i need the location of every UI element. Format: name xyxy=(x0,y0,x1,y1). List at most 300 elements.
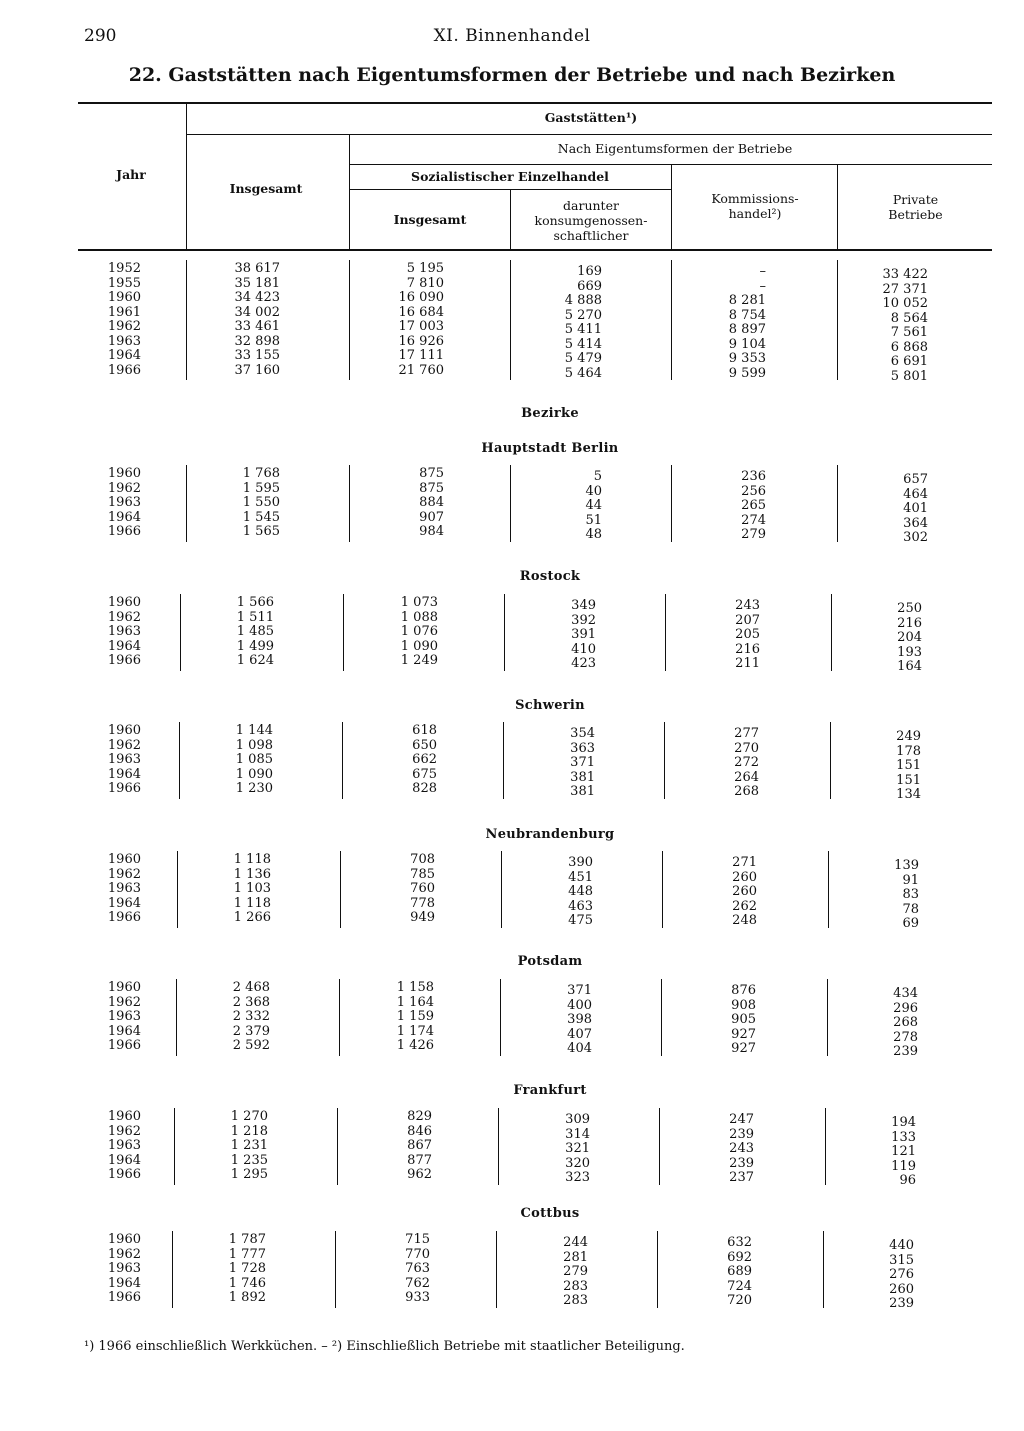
cell-insgesamt: 34 002 xyxy=(234,304,280,320)
cell-insgesamt: 35 181 xyxy=(234,275,280,291)
cell-jahr: 1960 xyxy=(107,466,141,481)
header-vrule-4 xyxy=(671,164,672,249)
column-rule xyxy=(830,722,831,799)
cell-konsum: 400 xyxy=(567,997,592,1013)
cell-private: 27 371 xyxy=(882,281,928,297)
cell-insgesamt: 1 118 xyxy=(233,895,271,911)
cell-private: 151 xyxy=(896,772,921,788)
cell-soz-insgesamt: 1 076 xyxy=(400,624,438,639)
cell-jahr: 1963 xyxy=(107,624,141,639)
section-heading: Frankfurt xyxy=(513,1083,587,1098)
cell-jahr: 1966 xyxy=(107,524,141,539)
column-rule xyxy=(825,1108,826,1185)
cell-soz-insgesamt: 21 760 xyxy=(398,362,444,378)
cell-private: 239 xyxy=(889,1296,914,1311)
cell-soz-insgesamt: 877 xyxy=(407,1152,432,1168)
cell-insgesamt: 1 728 xyxy=(228,1261,266,1276)
cell-insgesamt: 1 768 xyxy=(242,466,280,481)
cell-konsum: 323 xyxy=(565,1170,590,1185)
section-heading: Neubrandenburg xyxy=(485,827,615,842)
running-head: XI. Binnenhandel xyxy=(433,26,591,46)
section-heading: Rostock xyxy=(519,569,581,584)
cell-konsum: 354 xyxy=(570,726,595,741)
header-private-line-2: Betriebe xyxy=(888,207,943,222)
cell-soz-insgesamt: 618 xyxy=(412,723,437,738)
cell-private: 193 xyxy=(897,644,922,660)
cell-private: 268 xyxy=(893,1015,918,1030)
cell-jahr: 1966 xyxy=(107,653,141,668)
cell-jahr: 1966 xyxy=(107,1167,141,1182)
column-rule xyxy=(510,260,511,380)
cell-soz-insgesamt: 16 684 xyxy=(398,304,444,320)
cell-kommission: 260 xyxy=(732,884,757,899)
cell-insgesamt: 1 230 xyxy=(235,781,273,796)
cell-insgesamt: 34 423 xyxy=(234,290,280,305)
cell-kommission: 689 xyxy=(727,1264,752,1279)
cell-kommission: 239 xyxy=(729,1126,754,1142)
cell-private: 134 xyxy=(896,787,921,802)
column-rule xyxy=(837,465,838,542)
cell-konsum: 44 xyxy=(585,498,602,513)
header-private-line-1: Private xyxy=(892,192,939,207)
cell-jahr: 1966 xyxy=(107,1290,141,1305)
cell-private: 657 xyxy=(903,472,928,487)
header-vrule-3 xyxy=(510,189,511,249)
cell-soz-insgesamt: 778 xyxy=(410,895,435,911)
cell-soz-insgesamt: 763 xyxy=(405,1261,430,1276)
cell-konsum: 48 xyxy=(585,527,602,542)
cell-insgesamt: 2 368 xyxy=(232,994,270,1010)
cell-konsum: 423 xyxy=(571,656,596,671)
cell-private: 6 868 xyxy=(890,339,928,355)
cell-konsum: 309 xyxy=(565,1112,590,1127)
cell-kommission: 927 xyxy=(731,1041,756,1056)
cell-kommission: 260 xyxy=(732,869,757,885)
cell-jahr: 1963 xyxy=(107,495,141,510)
cell-soz-insgesamt: 1 159 xyxy=(396,1009,434,1024)
cell-soz-insgesamt: 1 249 xyxy=(400,653,438,668)
cell-insgesamt: 1 090 xyxy=(235,766,273,782)
section-heading: Hauptstadt Berlin xyxy=(481,441,619,456)
cell-insgesamt: 33 461 xyxy=(234,319,280,334)
header-bottom-rule xyxy=(78,249,992,251)
cell-insgesamt: 1 270 xyxy=(230,1109,268,1124)
cell-konsum: 392 xyxy=(571,612,596,628)
cell-kommission: 256 xyxy=(741,483,766,499)
cell-private: 194 xyxy=(891,1115,916,1130)
column-rule xyxy=(339,979,340,1056)
cell-private: 440 xyxy=(889,1238,914,1253)
header-jahr: Jahr xyxy=(116,167,146,182)
cell-private: 178 xyxy=(896,743,921,759)
cell-kommission: 239 xyxy=(729,1155,754,1171)
cell-private: 151 xyxy=(896,758,921,773)
header-darunter-line-1: darunter xyxy=(563,198,619,213)
header-darunter-line-2: konsumgenossen- xyxy=(534,213,648,228)
cell-soz-insgesamt: 16 090 xyxy=(398,290,444,305)
cell-konsum: 371 xyxy=(570,755,595,770)
cell-insgesamt: 2 332 xyxy=(232,1009,270,1024)
header-rule-1 xyxy=(186,134,992,135)
cell-jahr: 1963 xyxy=(107,1009,141,1024)
cell-konsum: 381 xyxy=(570,784,595,799)
cell-jahr: 1964 xyxy=(107,895,141,911)
cell-jahr: 1952 xyxy=(107,261,141,276)
cell-soz-insgesamt: 650 xyxy=(412,737,437,753)
cell-jahr: 1964 xyxy=(107,509,141,525)
cell-insgesamt: 1 295 xyxy=(230,1167,268,1182)
column-rule xyxy=(500,979,501,1056)
cell-konsum: 51 xyxy=(585,512,602,528)
cell-jahr: 1960 xyxy=(107,980,141,995)
cell-konsum: 451 xyxy=(568,869,593,885)
cell-jahr: 1955 xyxy=(107,275,141,291)
cell-insgesamt: 1 136 xyxy=(233,866,271,882)
cell-private: 276 xyxy=(889,1267,914,1282)
cell-private: 33 422 xyxy=(882,267,928,282)
cell-private: 204 xyxy=(897,630,922,645)
cell-jahr: 1962 xyxy=(107,1123,141,1139)
bezirke-heading: Bezirke xyxy=(521,406,579,421)
cell-konsum: 283 xyxy=(563,1278,588,1294)
page-number: 290 xyxy=(84,26,117,46)
cell-jahr: 1960 xyxy=(107,1232,141,1247)
cell-insgesamt: 1 103 xyxy=(233,881,271,896)
header-darunter xyxy=(512,198,670,243)
cell-private: 69 xyxy=(902,916,919,931)
header-vrule-5 xyxy=(837,164,838,249)
cell-konsum: 320 xyxy=(565,1155,590,1171)
cell-konsum: 5 270 xyxy=(564,307,602,323)
cell-jahr: 1964 xyxy=(107,348,141,363)
cell-soz-insgesamt: 1 426 xyxy=(396,1038,434,1053)
column-rule xyxy=(671,465,672,542)
cell-private: 133 xyxy=(891,1129,916,1145)
cell-private: 10 052 xyxy=(882,296,928,311)
cell-insgesamt: 1 787 xyxy=(228,1232,266,1247)
header-nach-eigentumsformen: Nach Eigentumsformen der Betriebe xyxy=(557,141,793,156)
cell-kommission: 207 xyxy=(735,612,760,628)
cell-jahr: 1963 xyxy=(107,1138,141,1153)
cell-private: 83 xyxy=(902,887,919,902)
cell-soz-insgesamt: 715 xyxy=(405,1232,430,1247)
column-rule xyxy=(177,851,178,928)
cell-private: 464 xyxy=(903,486,928,502)
header-sozialistischer-einzelhandel: Sozialistischer Einzelhandel xyxy=(411,169,609,184)
cell-soz-insgesamt: 829 xyxy=(407,1109,432,1124)
cell-kommission: 8 897 xyxy=(728,322,766,337)
cell-soz-insgesamt: 762 xyxy=(405,1275,430,1291)
cell-konsum: 5 479 xyxy=(564,351,602,366)
cell-private: 8 564 xyxy=(890,310,928,326)
cell-private: 216 xyxy=(897,615,922,631)
cell-insgesamt: 37 160 xyxy=(234,362,280,378)
cell-kommission: 905 xyxy=(731,1012,756,1027)
cell-konsum: 321 xyxy=(565,1141,590,1156)
column-rule xyxy=(349,465,350,542)
column-rule xyxy=(661,979,662,1056)
cell-konsum: 410 xyxy=(571,641,596,657)
header-kommissionshandel-line-1: Kommissions- xyxy=(711,191,799,206)
cell-kommission: 265 xyxy=(741,498,766,513)
cell-jahr: 1966 xyxy=(107,362,141,378)
cell-soz-insgesamt: 875 xyxy=(419,480,444,496)
section-heading: Cottbus xyxy=(520,1206,580,1221)
cell-konsum: 4 888 xyxy=(564,293,602,308)
cell-private: 296 xyxy=(893,1000,918,1016)
cell-konsum: 463 xyxy=(568,898,593,914)
cell-soz-insgesamt: 7 810 xyxy=(406,275,444,291)
column-rule xyxy=(180,594,181,671)
cell-jahr: 1963 xyxy=(107,1261,141,1276)
cell-jahr: 1966 xyxy=(107,781,141,796)
cell-insgesamt: 1 624 xyxy=(236,653,274,668)
cell-kommission: 270 xyxy=(734,740,759,756)
cell-soz-insgesamt: 760 xyxy=(410,881,435,896)
cell-insgesamt: 32 898 xyxy=(234,333,280,349)
section-heading: Potsdam xyxy=(517,954,583,969)
cell-soz-insgesamt: 949 xyxy=(410,910,435,925)
column-rule xyxy=(671,260,672,380)
cell-kommission: 632 xyxy=(727,1235,752,1250)
cell-jahr: 1966 xyxy=(107,1038,141,1053)
cell-insgesamt: 1 098 xyxy=(235,737,273,753)
cell-jahr: 1960 xyxy=(107,290,141,305)
cell-insgesamt: 1 746 xyxy=(228,1275,266,1291)
cell-soz-insgesamt: 1 164 xyxy=(396,994,434,1010)
cell-soz-insgesamt: 846 xyxy=(407,1123,432,1139)
cell-private: 164 xyxy=(897,659,922,674)
cell-insgesamt: 1 511 xyxy=(236,609,274,625)
column-rule xyxy=(503,722,504,799)
cell-kommission: 272 xyxy=(734,755,759,770)
cell-insgesamt: 2 468 xyxy=(232,980,270,995)
cell-kommission: 268 xyxy=(734,784,759,799)
column-rule xyxy=(837,260,838,380)
column-rule xyxy=(342,722,343,799)
cell-jahr: 1964 xyxy=(107,1023,141,1039)
column-rule xyxy=(496,1231,497,1308)
cell-konsum: 40 xyxy=(585,483,602,499)
cell-jahr: 1964 xyxy=(107,1152,141,1168)
cell-private: 91 xyxy=(902,872,919,888)
cell-jahr: 1962 xyxy=(107,480,141,496)
column-rule xyxy=(340,851,341,928)
cell-jahr: 1962 xyxy=(107,994,141,1010)
cell-private: 5 801 xyxy=(890,368,928,384)
cell-kommission: 277 xyxy=(734,726,759,741)
cell-konsum: 363 xyxy=(570,740,595,756)
header-kommissionshandel xyxy=(673,191,837,221)
table-title: 22. Gaststätten nach Eigentumsformen der Betriebe und nach Bezirken xyxy=(128,64,896,86)
cell-kommission: 262 xyxy=(732,898,757,914)
header-private-betriebe xyxy=(839,192,992,222)
cell-insgesamt: 1 218 xyxy=(230,1123,268,1139)
cell-private: 401 xyxy=(903,501,928,516)
cell-kommission: 927 xyxy=(731,1026,756,1042)
cell-jahr: 1963 xyxy=(107,752,141,767)
cell-kommission: 8 281 xyxy=(728,293,766,308)
cell-konsum: 669 xyxy=(577,278,602,294)
cell-insgesamt: 1 499 xyxy=(236,638,274,654)
cell-private: 278 xyxy=(893,1029,918,1045)
column-rule xyxy=(179,722,180,799)
cell-jahr: 1960 xyxy=(107,1109,141,1124)
cell-insgesamt: 1 892 xyxy=(228,1290,266,1305)
cell-soz-insgesamt: 1 158 xyxy=(396,980,434,995)
cell-jahr: 1960 xyxy=(107,723,141,738)
cell-kommission: 271 xyxy=(732,855,757,870)
cell-private: 315 xyxy=(889,1252,914,1268)
cell-kommission: 274 xyxy=(741,512,766,528)
column-rule xyxy=(664,722,665,799)
cell-soz-insgesamt: 675 xyxy=(412,766,437,782)
cell-soz-insgesamt: 17 111 xyxy=(398,348,444,363)
cell-konsum: 398 xyxy=(567,1012,592,1027)
cell-kommission: 248 xyxy=(732,913,757,928)
column-rule xyxy=(174,1108,175,1185)
cell-soz-insgesamt: 17 003 xyxy=(398,319,444,334)
column-rule xyxy=(504,594,505,671)
cell-jahr: 1964 xyxy=(107,638,141,654)
cell-insgesamt: 1 550 xyxy=(242,495,280,510)
column-rule xyxy=(823,1231,824,1308)
cell-jahr: 1962 xyxy=(107,1246,141,1262)
cell-insgesamt: 1 144 xyxy=(235,723,273,738)
cell-kommission: 216 xyxy=(735,641,760,657)
cell-private: 78 xyxy=(902,901,919,917)
cell-private: 302 xyxy=(903,530,928,545)
column-rule xyxy=(176,979,177,1056)
cell-konsum: 5 464 xyxy=(564,365,602,381)
cell-soz-insgesamt: 708 xyxy=(410,852,435,867)
column-rule xyxy=(186,465,187,542)
cell-jahr: 1963 xyxy=(107,881,141,896)
cell-soz-insgesamt: 1 090 xyxy=(400,638,438,654)
cell-konsum: 281 xyxy=(563,1249,588,1265)
cell-soz-insgesamt: 962 xyxy=(407,1167,432,1182)
cell-insgesamt: 1 595 xyxy=(242,480,280,496)
cell-jahr: 1964 xyxy=(107,766,141,782)
cell-private: 139 xyxy=(894,858,919,873)
header-insgesamt: Insgesamt xyxy=(229,181,303,196)
cell-kommission: – xyxy=(759,264,766,279)
column-rule xyxy=(172,1231,173,1308)
cell-kommission: 720 xyxy=(727,1293,752,1308)
cell-konsum: 448 xyxy=(568,884,593,899)
cell-kommission: 243 xyxy=(735,598,760,613)
cell-soz-insgesamt: 884 xyxy=(419,495,444,510)
cell-kommission: 724 xyxy=(727,1278,752,1294)
cell-soz-insgesamt: 828 xyxy=(412,781,437,796)
cell-soz-insgesamt: 770 xyxy=(405,1246,430,1262)
cell-insgesamt: 1 231 xyxy=(230,1138,268,1153)
cell-jahr: 1966 xyxy=(107,910,141,925)
cell-insgesamt: 1 565 xyxy=(242,524,280,539)
header-kommissionshandel-line-2: handel²) xyxy=(728,206,782,221)
cell-jahr: 1962 xyxy=(107,866,141,882)
cell-kommission: 247 xyxy=(729,1112,754,1127)
cell-kommission: 876 xyxy=(731,983,756,998)
column-rule xyxy=(186,260,187,380)
cell-konsum: 407 xyxy=(567,1026,592,1042)
column-rule xyxy=(349,260,350,380)
cell-private: 119 xyxy=(891,1158,916,1174)
section-heading: Schwerin xyxy=(515,698,585,713)
cell-jahr: 1964 xyxy=(107,1275,141,1291)
cell-insgesamt: 38 617 xyxy=(234,261,280,276)
cell-private: 260 xyxy=(889,1281,914,1297)
cell-kommission: 205 xyxy=(735,627,760,642)
cell-kommission: 237 xyxy=(729,1170,754,1185)
cell-konsum: 314 xyxy=(565,1126,590,1142)
cell-insgesamt: 2 592 xyxy=(232,1038,270,1053)
column-rule xyxy=(335,1231,336,1308)
cell-private: 96 xyxy=(899,1173,916,1188)
cell-soz-insgesamt: 1 174 xyxy=(396,1023,434,1039)
cell-kommission: 8 754 xyxy=(728,307,766,323)
footnote: ¹) 1966 einschließlich Werkküchen. – ²) Einschließlich Betriebe mit staatlicher Beteiligung. xyxy=(84,1339,685,1354)
cell-private: 250 xyxy=(897,601,922,616)
cell-insgesamt: 1 545 xyxy=(242,509,280,525)
cell-kommission: 243 xyxy=(729,1141,754,1156)
cell-private: 6 691 xyxy=(890,354,928,369)
cell-private: 7 561 xyxy=(890,325,928,340)
column-rule xyxy=(657,1231,658,1308)
cell-konsum: 404 xyxy=(567,1041,592,1056)
cell-konsum: 244 xyxy=(563,1235,588,1250)
cell-kommission: 279 xyxy=(741,527,766,542)
cell-kommission: 211 xyxy=(735,656,760,671)
header-gaststaetten: Gaststätten¹) xyxy=(544,110,638,125)
cell-jahr: 1963 xyxy=(107,333,141,349)
cell-konsum: 349 xyxy=(571,598,596,613)
cell-kommission: 692 xyxy=(727,1249,752,1265)
header-darunter-line-3: schaftlicher xyxy=(553,228,629,243)
cell-private: 121 xyxy=(891,1144,916,1159)
cell-insgesamt: 33 155 xyxy=(234,348,280,363)
cell-insgesamt: 1 235 xyxy=(230,1152,268,1168)
cell-soz-insgesamt: 907 xyxy=(419,509,444,525)
cell-jahr: 1961 xyxy=(107,304,141,320)
cell-insgesamt: 1 266 xyxy=(233,910,271,925)
cell-kommission: 236 xyxy=(741,469,766,484)
cell-konsum: 169 xyxy=(577,264,602,279)
cell-konsum: 390 xyxy=(568,855,593,870)
column-rule xyxy=(831,594,832,671)
cell-private: 364 xyxy=(903,515,928,531)
cell-kommission: – xyxy=(759,278,766,294)
cell-konsum: 5 414 xyxy=(564,336,602,352)
cell-jahr: 1962 xyxy=(107,609,141,625)
cell-jahr: 1960 xyxy=(107,852,141,867)
column-rule xyxy=(501,851,502,928)
column-rule xyxy=(665,594,666,671)
column-rule xyxy=(343,594,344,671)
cell-kommission: 9 599 xyxy=(728,365,766,381)
cell-soz-insgesamt: 875 xyxy=(419,466,444,481)
cell-kommission: 9 353 xyxy=(728,351,766,366)
cell-kommission: 264 xyxy=(734,769,759,785)
cell-soz-insgesamt: 785 xyxy=(410,866,435,882)
cell-private: 249 xyxy=(896,729,921,744)
cell-konsum: 381 xyxy=(570,769,595,785)
header-top-rule xyxy=(78,102,992,104)
header-vrule-2 xyxy=(349,134,350,249)
column-rule xyxy=(659,1108,660,1185)
column-rule xyxy=(498,1108,499,1185)
cell-soz-insgesamt: 1 073 xyxy=(400,595,438,610)
